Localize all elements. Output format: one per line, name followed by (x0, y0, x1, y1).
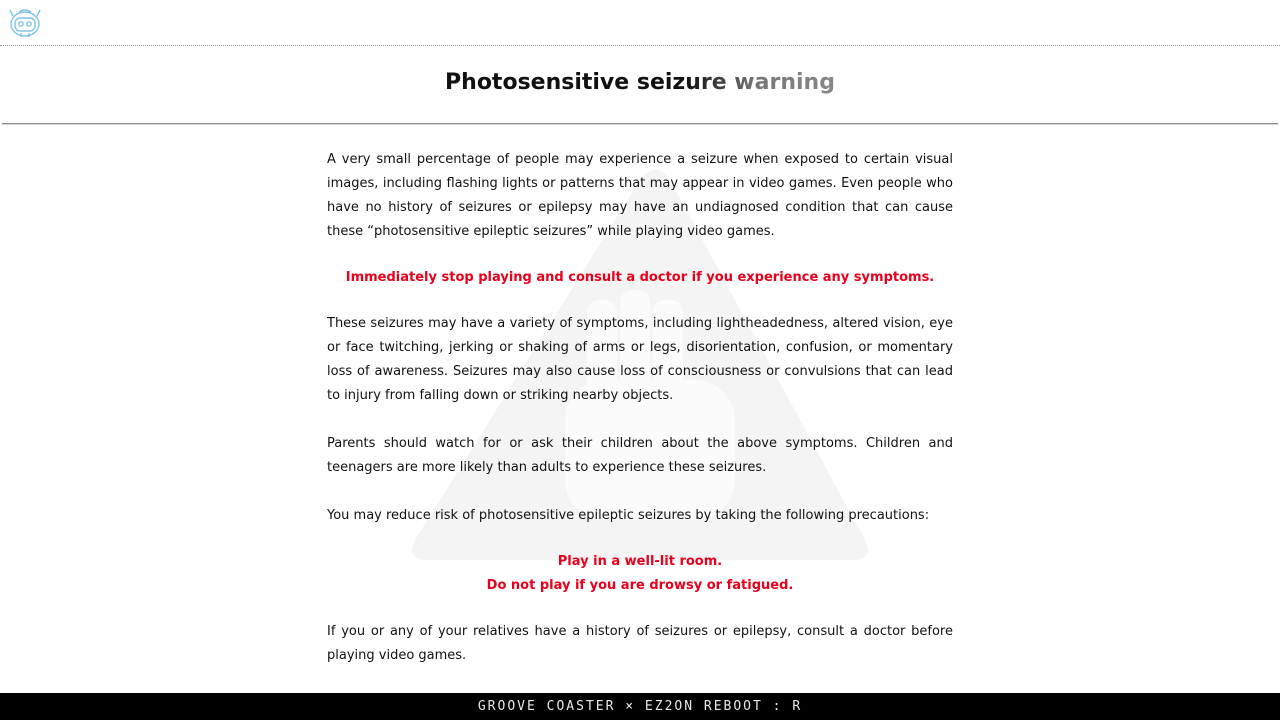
alert-stop-text: Immediately stop playing and consult a doctor if you experience any symptoms. (345, 270, 935, 285)
warning-paragraph: These seizures may have a variety of symptoms, including lightheadedness, altered vision, eye or face twitching, jerking or shaking of arms or legs, disorientation, confusion, or momentary loss of awareness. Seizures may also cause loss of consciousness or convulsions that can lead to injury from falling down or striking nearby objects. (327, 316, 953, 403)
precaution-item: Do not play if you are drowsy or fatigued. (486, 578, 794, 593)
title-container (0, 70, 1280, 95)
precaution-item: Play in a well-lit room. (557, 554, 723, 569)
warning-paragraph: Parents should watch for or ask their children about the above symptoms. Children and teenagers are more likely than adults to experience these seizures. (327, 436, 953, 475)
top-bar (0, 0, 1280, 46)
page-title: Photosensitive seizure warning (445, 70, 835, 95)
mascot-robot-icon (6, 6, 44, 40)
warning-body (327, 148, 953, 668)
title-divider (2, 123, 1278, 124)
footer-bar (0, 693, 1280, 720)
warning-paragraph: A very small percentage of people may experience a seizure when exposed to certain visual images, including flashing lights or patterns that may appear in video games. Even people who have no history of seizures or epilepsy may have an undiagnosed condition that can cause these “photosensitive epileptic seizures” while playing video games. (327, 152, 953, 239)
game-title-logo: GROOVE COASTER × EZ2ON REBOOT : R (477, 699, 803, 714)
warning-paragraph: If you or any of your relatives have a history of seizures or epilepsy, consult a doctor before playing video games. (327, 624, 953, 663)
warning-paragraph: You may reduce risk of photosensitive epileptic seizures by taking the following precautions: (327, 508, 930, 523)
